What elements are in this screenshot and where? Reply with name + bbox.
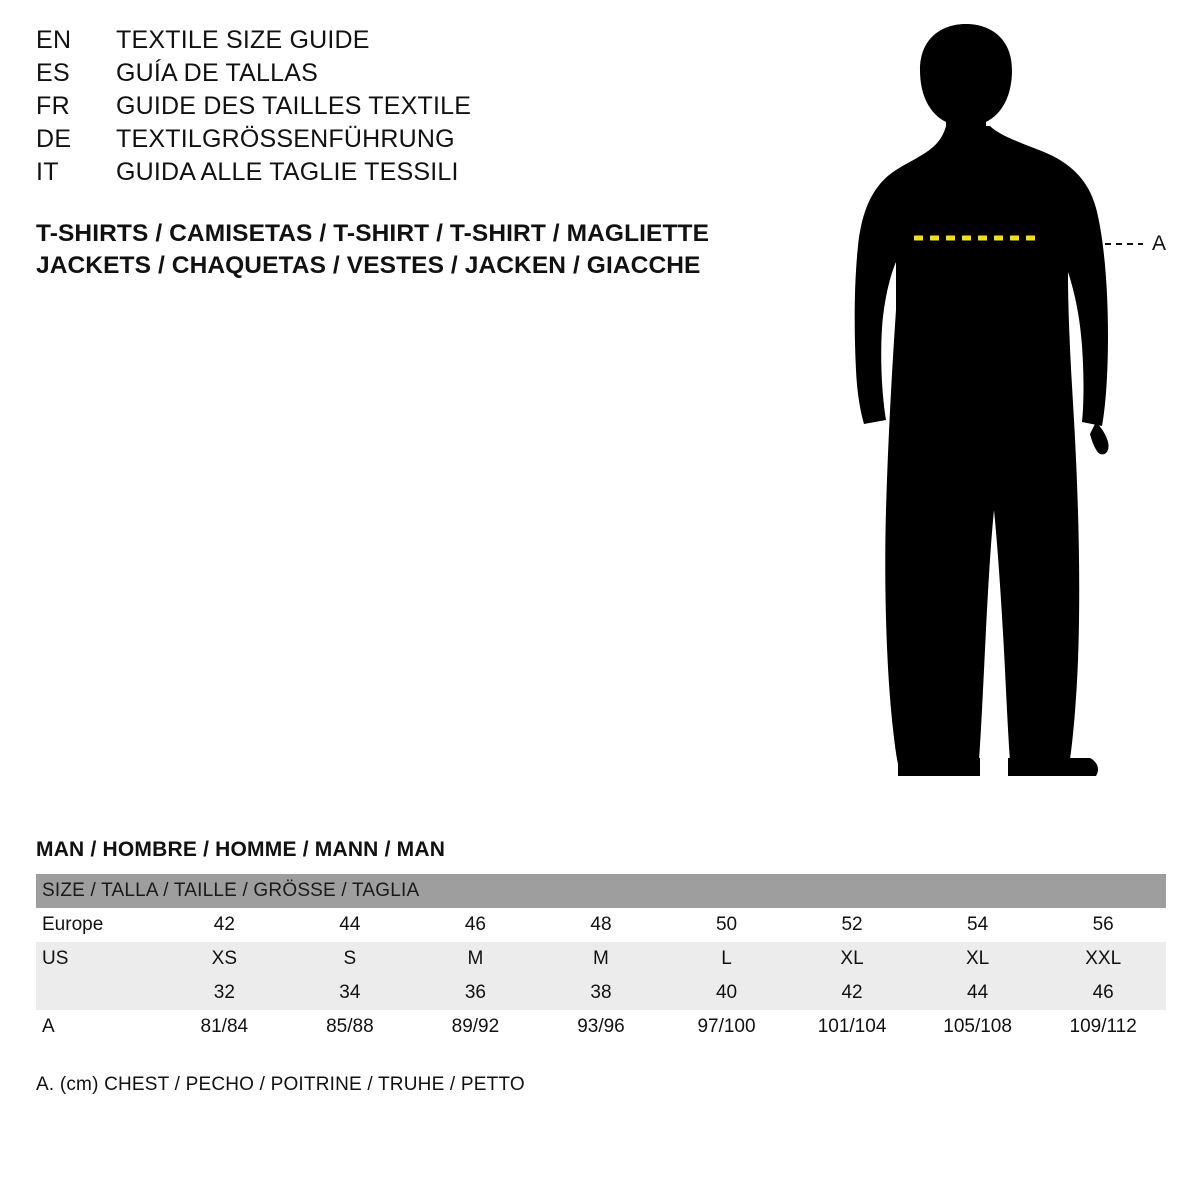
- cell-numeric-1: 34: [287, 976, 413, 1010]
- category-line-jackets: JACKETS / CHAQUETAS / VESTES / JACKEN / GIACCHE: [36, 252, 701, 280]
- cell-numeric-7: 46: [1040, 976, 1166, 1010]
- cell-numeric-0: 32: [162, 976, 288, 1010]
- chest-measure-overlay: [800, 10, 1200, 800]
- cell-europe-1: 44: [287, 908, 413, 942]
- cell-us-3: M: [538, 942, 664, 976]
- category-line-tshirts: T-SHIRTS / CAMISETAS / T-SHIRT / T-SHIRT / MAGLIETTE: [36, 220, 710, 247]
- size-table: [36, 874, 1166, 1044]
- cell-numeric-5: 42: [789, 976, 915, 1010]
- cell-a-6: 105/108: [915, 1010, 1041, 1044]
- row-label-numeric: [36, 976, 162, 1010]
- cell-europe-3: 48: [538, 908, 664, 942]
- cell-a-0: 81/84: [162, 1010, 288, 1044]
- body-silhouette-figure: [800, 10, 1200, 800]
- cell-us-5: XL: [789, 942, 915, 976]
- language-code: EN: [36, 26, 72, 54]
- cell-a-5: 101/104: [789, 1010, 915, 1044]
- language-list: [36, 28, 756, 193]
- table-header-label: SIZE / TALLA / TAILLE / GRÖSSE / TAGLIA: [36, 874, 1166, 908]
- cell-europe-6: 54: [915, 908, 1041, 942]
- cell-europe-0: 42: [162, 908, 288, 942]
- cell-a-4: 97/100: [664, 1010, 790, 1044]
- cell-europe-7: 56: [1040, 908, 1166, 942]
- language-text: TEXTILGRÖSSENFÜHRUNG: [116, 125, 455, 153]
- cell-us-2: M: [413, 942, 539, 976]
- cell-a-2: 89/92: [413, 1010, 539, 1044]
- cell-numeric-2: 36: [413, 976, 539, 1010]
- language-row: [36, 61, 756, 86]
- language-code: ES: [36, 59, 70, 87]
- cell-us-0: XS: [162, 942, 288, 976]
- cell-us-4: L: [664, 942, 790, 976]
- table-row: [36, 908, 1166, 942]
- cell-us-7: XXL: [1040, 942, 1166, 976]
- language-row: [36, 28, 756, 53]
- measure-label-a: A: [1152, 232, 1167, 255]
- table-row: [36, 942, 1166, 976]
- table-row: [36, 1010, 1166, 1044]
- language-text: GUIDA ALLE TAGLIE TESSILI: [116, 158, 459, 186]
- language-code: DE: [36, 125, 72, 153]
- language-code: FR: [36, 92, 70, 120]
- cell-us-6: XL: [915, 942, 1041, 976]
- table-header-row: [36, 874, 1166, 908]
- size-table-section: [36, 838, 1166, 1096]
- cell-numeric-4: 40: [664, 976, 790, 1010]
- cell-us-1: S: [287, 942, 413, 976]
- table-title: MAN / HOMBRE / HOMME / MANN / MAN: [36, 838, 446, 861]
- cell-europe-2: 46: [413, 908, 539, 942]
- cell-a-1: 85/88: [287, 1010, 413, 1044]
- cell-a-7: 109/112: [1040, 1010, 1166, 1044]
- cell-numeric-6: 44: [915, 976, 1041, 1010]
- measure-leader-line: [1105, 243, 1143, 245]
- language-code: IT: [36, 158, 59, 186]
- language-text: TEXTILE SIZE GUIDE: [116, 26, 370, 54]
- table-footnote: A. (cm) CHEST / PECHO / POITRINE / TRUHE / PETTO: [36, 1074, 525, 1095]
- cell-a-3: 93/96: [538, 1010, 664, 1044]
- category-headings: [36, 218, 796, 283]
- cell-europe-5: 52: [789, 908, 915, 942]
- row-label-us: US: [36, 942, 162, 976]
- row-label-a: A: [36, 1010, 162, 1044]
- language-text: GUIDE DES TAILLES TEXTILE: [116, 92, 472, 120]
- table-row: [36, 976, 1166, 1010]
- language-text: GUÍA DE TALLAS: [116, 59, 318, 87]
- cell-numeric-3: 38: [538, 976, 664, 1010]
- language-row: [36, 94, 756, 119]
- language-row: [36, 127, 756, 152]
- cell-europe-4: 50: [664, 908, 790, 942]
- row-label-europe: Europe: [36, 908, 162, 942]
- language-row: [36, 160, 756, 185]
